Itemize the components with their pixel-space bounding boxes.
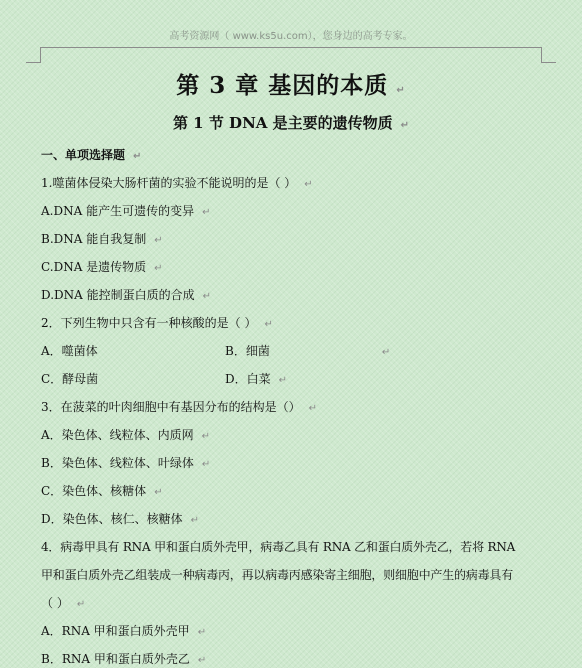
paragraph-mark-icon: ↵ — [381, 347, 391, 358]
crop-mark-left-horizontal — [26, 62, 41, 63]
crop-mark-right — [541, 47, 542, 63]
option-text: A．RNA 甲和蛋白质外壳甲 — [41, 624, 190, 638]
paragraph-mark-icon: ↵ — [154, 487, 163, 498]
option-text: A.DNA 能产生可遗传的变异 — [41, 204, 195, 218]
section-title-text: 第 1 节 DNA 是主要的遗传物质 — [172, 114, 393, 132]
question-1-option-d — [41, 286, 211, 303]
question-1-option-b — [41, 230, 163, 247]
question-text: 3．在菠菜的叶肉细胞中有基因分布的结构是（） — [41, 400, 301, 414]
option-d-text: D．白菜 — [225, 372, 271, 386]
option-text: A．染色体、线粒体、内质网 — [41, 428, 194, 442]
page-header-text: 高考资源网（ www.ks5u.com），您身边的高考专家。 — [169, 31, 413, 42]
paragraph-mark-icon: ↵ — [154, 235, 163, 246]
option-b-text: B．细菌 — [225, 344, 270, 358]
paragraph-mark-icon: ↵ — [154, 263, 163, 274]
question-1-option-a — [41, 202, 210, 219]
paragraph-mark-icon: ↵ — [133, 151, 142, 162]
question-1-option-c — [41, 258, 163, 275]
chapter-title-text: 第 3 章 基因的本质 — [176, 72, 389, 99]
paragraph-mark-icon: ↵ — [197, 627, 207, 638]
crop-mark-left — [40, 47, 41, 63]
question-3-option-d — [41, 510, 199, 527]
question-4-stem-line-1 — [41, 538, 515, 555]
paragraph-mark-icon: ↵ — [400, 120, 410, 131]
question-4-option-a — [41, 622, 206, 639]
question-text: 1.噬菌体侵染大肠杆菌的实验不能说明的是（ ） — [41, 176, 297, 190]
option-text: B．染色体、线粒体、叶绿体 — [41, 456, 194, 470]
option-text: C．染色体、核糖体 — [41, 484, 147, 498]
paragraph-mark-icon: ↵ — [308, 403, 318, 414]
question-2-stem — [41, 314, 273, 331]
part-title — [41, 146, 141, 163]
question-3-stem — [41, 398, 317, 415]
option-text: D.DNA 能控制蛋白质的合成 — [41, 288, 195, 302]
paragraph-mark-icon: ↵ — [202, 207, 211, 218]
part-title-text: 一、单项选择题 — [41, 148, 126, 162]
paragraph-mark-icon: ↵ — [396, 85, 406, 96]
question-3-option-b — [41, 454, 210, 471]
question-2-options-row-2 — [41, 370, 341, 387]
paragraph-mark-icon: ↵ — [197, 655, 207, 666]
paragraph-mark-icon: ↵ — [202, 291, 212, 302]
section-title — [0, 112, 582, 133]
question-4-stem-line-2 — [41, 566, 513, 583]
question-4-stem-line-3 — [41, 594, 85, 611]
question-1-stem — [41, 174, 313, 191]
option-text: B．RNA 甲和蛋白质外壳乙 — [41, 652, 190, 666]
crop-mark-right-horizontal — [541, 62, 556, 63]
option-text: B.DNA 能自我复制 — [41, 232, 147, 246]
paragraph-mark-icon: ↵ — [190, 515, 200, 526]
question-text: 甲和蛋白质外壳乙组装成一种病毒丙，再以病毒丙感染寄主细胞，则细胞中产生的病毒具有 — [41, 568, 514, 582]
header-rule — [40, 47, 542, 48]
option-d-wrap — [225, 370, 287, 387]
paragraph-mark-icon: ↵ — [304, 179, 313, 190]
option-a-text: A．噬菌体 — [41, 344, 98, 358]
question-3-option-a — [41, 426, 210, 443]
option-text: D．染色体、核仁、核糖体 — [41, 512, 183, 526]
paragraph-mark-icon: ↵ — [76, 599, 86, 610]
paragraph-mark-icon: ↵ — [278, 375, 288, 386]
option-b-wrap — [225, 342, 390, 359]
question-text: 2．下列生物中只含有一种核酸的是（ ） — [41, 316, 257, 330]
question-4-option-b — [41, 650, 206, 667]
paragraph-mark-icon: ↵ — [264, 319, 273, 330]
paragraph-mark-icon: ↵ — [201, 459, 211, 470]
option-c-text: C．酵母菌 — [41, 372, 99, 386]
chapter-title — [0, 67, 582, 100]
question-3-option-c — [41, 482, 163, 499]
option-text: C.DNA 是遗传物质 — [41, 260, 147, 274]
question-2-options-row-1 — [41, 342, 421, 359]
paragraph-mark-icon: ↵ — [201, 431, 211, 442]
question-text: 4．病毒甲具有 RNA 甲和蛋白质外壳甲，病毒乙具有 RNA 乙和蛋白质外壳乙，若将 RNA — [41, 540, 516, 554]
question-text: （ ） — [41, 596, 69, 610]
